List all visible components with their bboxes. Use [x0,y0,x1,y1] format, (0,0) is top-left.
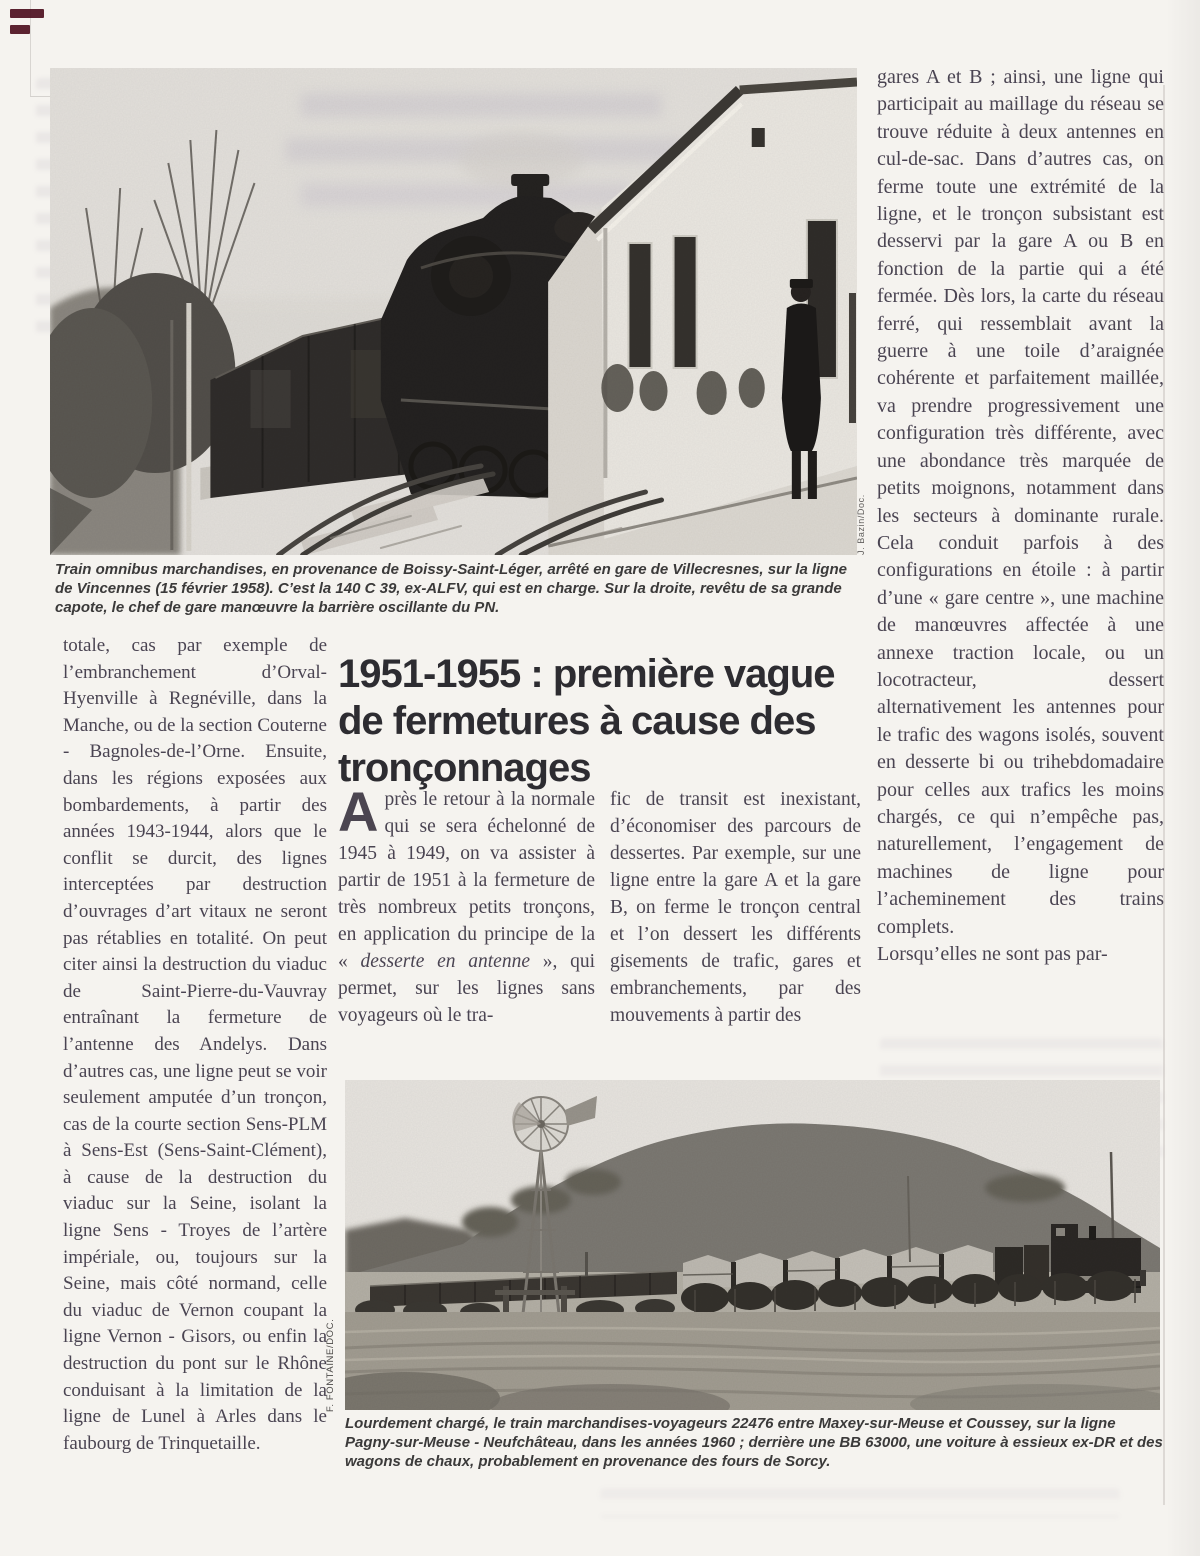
bottom-photo-credit: F. FONTAINE/DOC. [325,1318,336,1412]
registration-mark [10,9,44,18]
column-middle-second: fic de transit est inexistant, d’économiser des parcours de dessertes. Par exemple, sur une ligne entre la gare A et la gare B, on ferme le tronçon central et l’on dessert les différents gisements de trafic, gares et embranchements, par des mouvements à partir des [610,789,861,1026]
top-photo-steam-train-at-villecresnes [50,68,857,555]
page-edge-shadow [1166,0,1200,1556]
film-grain [345,1080,1160,1410]
right-column-paragraph-1: gares A et B ; ainsi, une ligne qui participait au maillage du réseau se trouve réduite à deux antennes en cul-de-sac. Dans d’autres cas, on ferme toute une extrémité de la ligne, et le tronçon subsistant est desservi par la gare A ou B en fonction de la partie qui a été fermée. Dès lors, la carte du réseau ferré, qui ressemblait avant la guerre à une toile d’araignée cohérente et parfaitement maillée, va prendre progressivement une configuration très différente, avec une abondance très marquée de petits moignons, notamment dans les secteurs à dominante rurale. Cela conduit parfois à des configurations en étoile : à partir d’une « gare centre », une machine de manœuvres affectée à une annexe traction locale, ou un locotracteur, dessert alternativement les antennes pour le trafic des wagons isolés, souvent en desserte bi ou trihebdomadaire pour celles aux trafics les moins chargés, ce qui n’empêche pas, naturellement, l’engagement de machines de ligne pour l’acheminement des trains complets. [877,66,1164,938]
top-photo-caption: Train omnibus marchandises, en provenance de Boissy-Saint-Léger, arrêté en gare de Villecresnes, sur la ligne de Vincennes (15 février 1958). C’est la 140 C 39, ex-ALFV, qui est en charge. Sur la droite, revêtu de sa grande capote, le chef de gare manœuvre la barrière oscillante du PN. [55,561,847,616]
column-left: totale, cas par exemple de l’embranchement d’Orval-Hyenville à Regnéville, dans la Manche, ou de la section Couterne - Bagnoles-de-l’Orne. Ensuite, dans les régions exposées aux bombardements, à partir des années 1943-1944, alors que le conflit se durcit, des lignes interceptées par destruction d’ouvrages d’art vitaux ne seront pas rétablies en totalité. On peut citer ainsi la destruction du viaduc de Saint-Pierre-du-Vauvray entraînant la fermeture de l’antenne des Andelys. Dans d’autres cas, une ligne peut se voir seulement amputée d’un tronçon, cas de la courte section Sens-PLM à Sens-Est (Sens-Saint-Clément), à cause de la destruction du viaduc sur la Seine, isolant la ligne Sens - Troyes de l’artère impériale, ou, toujours sur la Seine, mais côté normand, celle du viaduc de Vernon coupant la ligne Vernon - Gisors, ou enfin la destruction du pont sur le Rhône conduisant à la limitation de la ligne de Lunel à Arles dans le faubourg de Trinquetaille. [63,635,327,1454]
film-grain [50,68,857,555]
top-photo-credit: J. Bazin/Doc. [856,494,866,555]
article-headline: 1951-1955 : première vague de fermetures à cause des tronçonnages [338,651,835,790]
bottom-photo-illustration [345,1080,1160,1410]
ink-bleed-ghost-text [600,1488,1120,1518]
bottom-photo-freight-train-meadow [345,1080,1160,1410]
italic-phrase: desserte en antenne [360,951,530,972]
middle-column-tail: », qui permet, sur les lignes sans voyageurs où le tra- [338,951,595,1026]
column-middle-first [338,780,595,1029]
column-right [877,64,1164,968]
registration-mark [10,25,30,34]
right-column-paragraph-2: Lorsqu’elles ne sont pas par- [877,943,1108,965]
top-photo-illustration [50,68,857,555]
middle-column-lead: près le retour à la normale qui se sera échelonné de 1945 à 1949, on va assister à partir de 1951 à la fermeture de très nombreux petits tronçons, en application du principe de la « [338,789,595,972]
drop-cap: A [338,780,379,843]
bottom-photo-caption: Lourdement chargé, le train marchandises-voyageurs 22476 entre Maxey-sur-Meuse et Coussey, sur la ligne Pagny-sur-Meuse - Neufchâteau, dans les années 1960 ; derrière une BB 63000, une voiture à essieux ex-DR et des wagons de chaux, probablement en provenance des fours de Sorcy. [345,1415,1163,1470]
